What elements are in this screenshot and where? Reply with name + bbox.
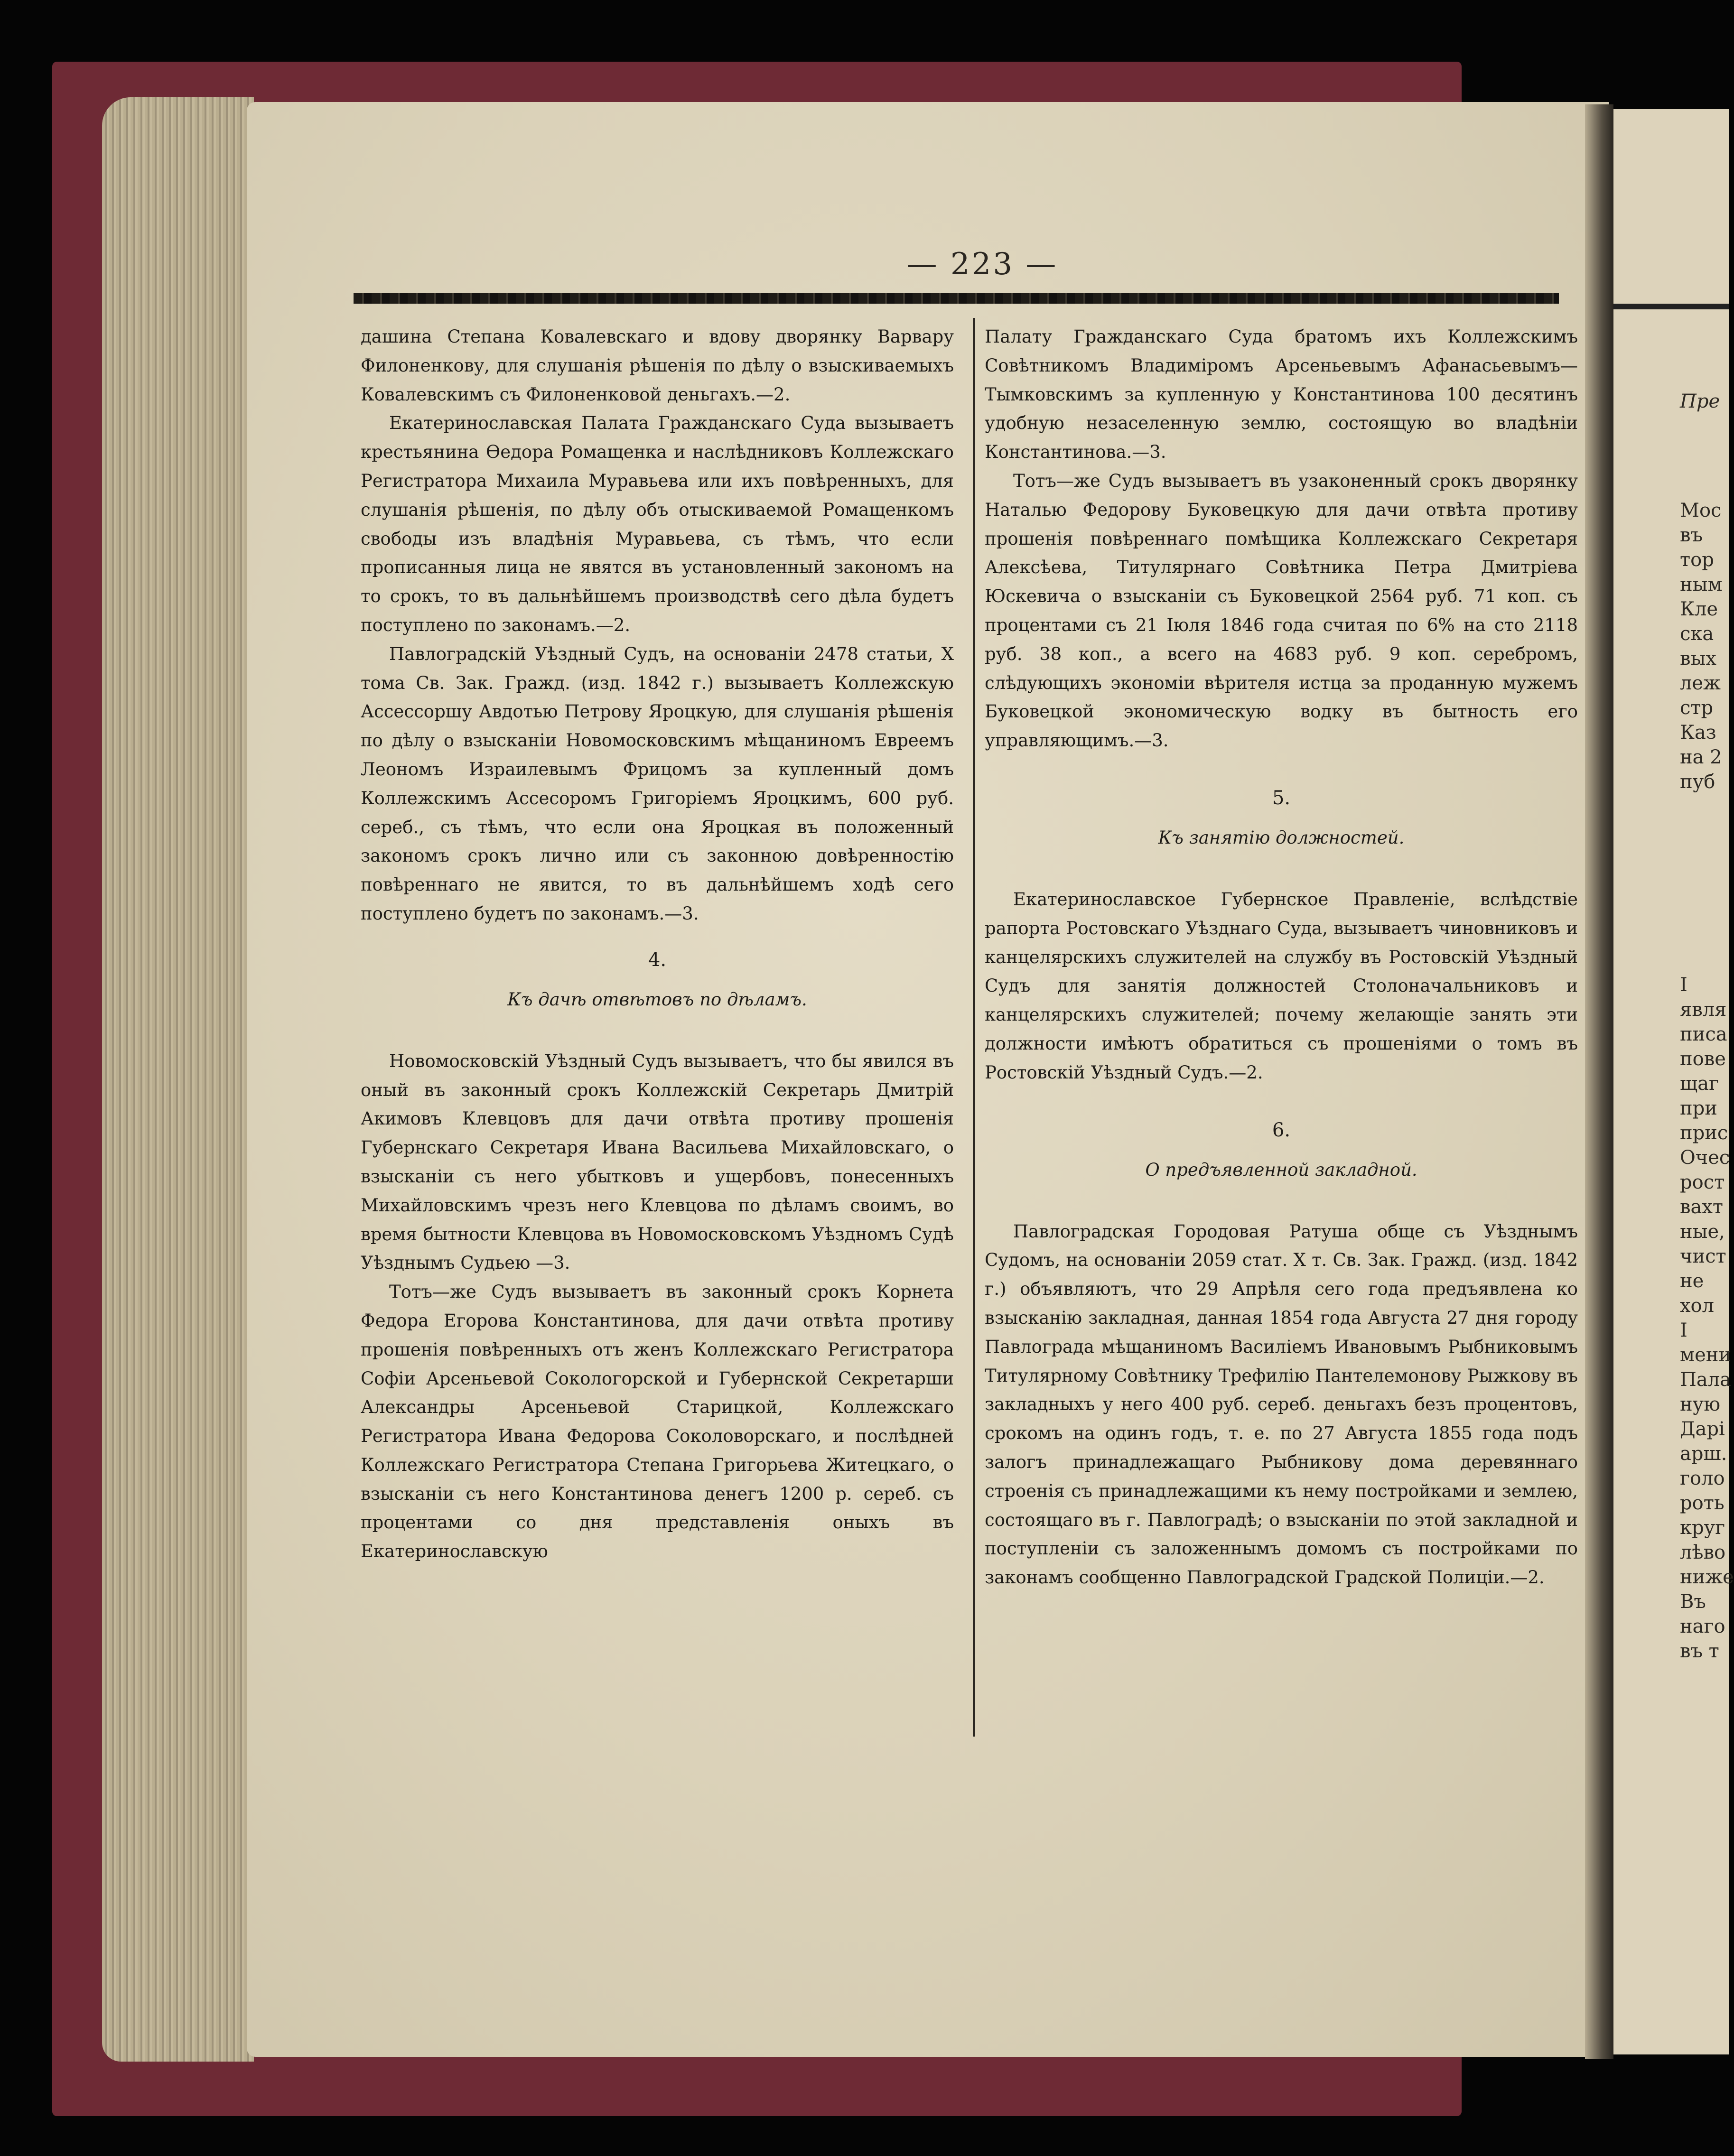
adjacent-page-line: наго: [1680, 1616, 1725, 1637]
left-column: [361, 323, 954, 1566]
page-edges: [102, 97, 254, 2062]
adjacent-page-line: Кле: [1680, 598, 1718, 620]
column-divider: [973, 318, 975, 1737]
paragraph: Новомосковскій Уѣздный Судъ вызываетъ, что бы явился въ оный въ законный срокъ Коллежскій Секретарь Дмитрій Акимовъ Клевцовъ для дачи отвѣта противу прошенія Губернскаго Секретаря Ивана Васильева Михайловскаго, о взысканіи съ него убытковъ и ущербовъ, понесенныхъ Михайловскимъ чрезъ него Клевцова по дѣламъ своимъ, во время бытности Клевцова въ Новомосковскомъ Уѣздномъ Судѣ Уѣзднымъ Судьею —3.: [361, 1050, 954, 1273]
adjacent-page-line: I: [1680, 974, 1687, 996]
adjacent-page-line: прис: [1680, 1122, 1728, 1144]
adjacent-page-line: круг: [1680, 1517, 1725, 1539]
paragraph: Палату Гражданскаго Суда братомъ ихъ Коллежскимъ Совѣтникомъ Владиміромъ Арсеньевымъ Афанасьевымъ—Тымковскимъ за купленную у Константинова 100 десятинъ удобную незаселенную землю, состоящую во владѣніи Константинова.—3.: [985, 326, 1578, 463]
paragraph: Павлоградская Городовая Ратуша обще съ Уѣзднымъ Судомъ, на основаніи 2059 стат. X т. Св. Зак. Гражд. (изд. 1842 г.) объявляютъ, что 29 Апрѣля сего года предъявлена ко взысканію закладная, данная 1854 года Августа 27 дня городу Павлограда мѣщаниномъ Василіемъ Ивановымъ Рыбниковымъ Титулярному Совѣтнику Трефилію Пантелемонову Рыжкову въ закладныхъ у него 400 руб. сереб. деньгахъ безъ процентовъ, срокомъ на одинъ годъ, т. е. по 27 Августа 1855 года подъ залогъ принадлежащаго Рыбникову дома деревяннаго строенія съ принадлежащими къ нему постройками и землею, состоящаго въ г. Павлоградѣ; о взысканіи по этой закладной и поступленіи съ заложеннымъ домомъ съ постройками по законамъ сообщенно Павлоградской Градской Полиціи.—2.: [985, 1221, 1578, 1588]
adjacent-page-rule: [1613, 304, 1729, 309]
section-number: 6.: [1272, 1119, 1291, 1141]
paragraph: Тотъ—же Судъ вызываетъ въ узаконенный срокъ дворянку Наталью Федорову Буковецкую для дачи отвѣта противу прошенія повѣреннаго помѣщика Коллежскаго Секретаря Алексѣева, Титулярнаго Совѣтника Петра Дмитріева Юскевича о взысканіи съ Буковецкой 2564 руб. 71 коп. съ процентами съ 21 Іюля 1846 года считая по 6% на сто 2118 руб. 38 коп., а всего на 4683 руб. 9 коп. серебромъ, слѣдующихъ экономіи вѣрителя истца за проданную мужемъ Буковецкой экономическую водку въ бытность его управляющимъ.—3.: [985, 470, 1578, 751]
paragraph: Тотъ—же Судъ вызываетъ въ законный срокъ Корнета Федора Егорова Константинова, для дачи отвѣта противу прошенія повѣренныхъ отъ женъ Коллежскаго Регистратора Софіи Арсеньевой Сокологорской и Губернской Секретарши Александры Арсеньевой Старицкой, Коллежскаго Регистратора Ивана Федорова Соколоворскаго, и послѣдней Коллежскаго Регистратора Степана Григорьева Житецкаго, о взысканіи съ него Константинова денегъ 1200 р. сереб. съ процентами со дня представленія оныхъ въ Екатеринославскую: [361, 1282, 954, 1562]
paragraph: Екатеринославская Палата Гражданскаго Суда вызываетъ крестьянина Ѳедора Ромащенка и наслѣдниковъ Коллежскаго Регистратора Михаила Муравьева или ихъ повѣренныхъ, для слушанія рѣшенія, по дѣлу объ отыскиваемой Ромащенкомъ свободы изъ владѣнія Муравьева, съ тѣмъ, что если прописанныя лица не явятся въ установленный закономъ на то срокъ, то въ дальнѣйшемъ производствѣ сего дѣла будетъ поступлено по законамъ.—2.: [361, 413, 954, 635]
adjacent-page-text-b: [1680, 973, 1734, 1663]
adjacent-page-line: стр: [1680, 697, 1714, 719]
book-gutter: [1585, 104, 1613, 2059]
header-rule: [354, 293, 1559, 304]
adjacent-page-text-a: [1680, 498, 1727, 794]
section-title: Къ дачѣ отвѣтовъ по дѣламъ.: [507, 989, 807, 1010]
paragraph: дашина Степана Ковалевскаго и вдову дворянку Варвару Филоненкову, для слушанія рѣшенія по дѣлу о взыскиваемыхъ Ковалевскимъ съ Филоненковой деньгахъ.—2.: [361, 326, 954, 405]
adjacent-page-line: роть: [1680, 1492, 1725, 1514]
adjacent-page-line: ные,: [1680, 1221, 1725, 1243]
adjacent-page-line: Въ: [1680, 1591, 1706, 1613]
adjacent-page-line: ниже: [1680, 1566, 1734, 1588]
section-number: 5.: [1272, 787, 1291, 809]
adjacent-page-line: вахт: [1680, 1196, 1724, 1218]
adjacent-page-line: въ т: [1680, 1640, 1719, 1662]
adjacent-page-line: ным: [1680, 574, 1723, 595]
adjacent-page-line: Пала: [1680, 1369, 1731, 1391]
adjacent-page-line: писа: [1680, 1023, 1727, 1045]
adjacent-page-line: хол: [1680, 1295, 1715, 1317]
adjacent-page-line: чист: [1680, 1245, 1726, 1267]
paragraph: Павлоградскій Уѣздный Судъ, на основаніи 2478 статьи, X тома Св. Зак. Гражд. (изд. 1842 г.) вызываетъ Коллежскую Ассессоршу Авдотью Петрову Яроцкую, для слушанія рѣшенія по дѣлу о взысканіи Новомосковскимъ мѣщаниномъ Евреемъ Леономъ Израилевымъ Фрицомъ за купленный домъ Коллежскимъ Ассесоромъ Григоріемъ Яроцкимъ, 600 руб. сереб., съ тѣмъ, что если она Яроцкая въ положенный закономъ срокъ лично или съ законною довѣренностію повѣреннаго не явится, то въ дальнѣйшемъ ходѣ сего поступлено будетъ по законамъ.—3.: [361, 643, 954, 924]
adjacent-page-line: тор: [1680, 549, 1714, 571]
adjacent-page-line: ска: [1680, 623, 1714, 645]
adjacent-page-line: не: [1680, 1270, 1704, 1292]
adjacent-page-line: пове: [1680, 1048, 1726, 1070]
adjacent-page-line: ную: [1680, 1394, 1721, 1415]
adjacent-page-line: при: [1680, 1097, 1717, 1119]
adjacent-page-line: I: [1680, 1320, 1687, 1341]
adjacent-page-line: леж: [1680, 672, 1721, 694]
page-number: — 223 —: [906, 247, 1058, 282]
adjacent-page-heading: Пре: [1680, 390, 1720, 412]
section-title: О предъявленной закладной.: [1145, 1159, 1417, 1180]
section-title: Къ занятію должностей.: [1158, 827, 1405, 848]
adjacent-page-line: Дарі: [1680, 1418, 1725, 1440]
adjacent-page-line: вых: [1680, 648, 1716, 669]
section-number: 4.: [648, 948, 667, 971]
adjacent-page-line: голо: [1680, 1468, 1725, 1489]
adjacent-page-line: арш.: [1680, 1443, 1727, 1465]
adjacent-page-line: на 2: [1680, 746, 1722, 768]
adjacent-page-line: лѣво: [1680, 1542, 1726, 1563]
adjacent-page-line: пуб: [1680, 771, 1715, 793]
adjacent-page-line: въ: [1680, 524, 1703, 546]
adjacent-page-line: щаг: [1680, 1073, 1719, 1095]
adjacent-page-line: рост: [1680, 1171, 1725, 1193]
paragraph: Екатеринославское Губернское Правленіе, вслѣдствіе рапорта Ростовскаго Уѣзднаго Суда, вызываетъ чиновниковъ и канцелярскихъ служителей на службу въ Ростовскій Уѣздный Судъ для занятія должностей Столоначальниковъ и канцелярскихъ служителей; почему желающіе занять эти должности имѣютъ обратиться съ прошеніями о томъ въ Ростовскій Уѣздный Судъ.—2.: [985, 889, 1578, 1083]
adjacent-page-line: Мос: [1680, 500, 1722, 521]
adjacent-page-line: мени: [1680, 1344, 1732, 1366]
right-column: [985, 323, 1578, 1592]
adjacent-page-line: явля: [1680, 999, 1727, 1021]
adjacent-page-line: Каз: [1680, 722, 1716, 743]
adjacent-page-line: Очес: [1680, 1147, 1730, 1169]
